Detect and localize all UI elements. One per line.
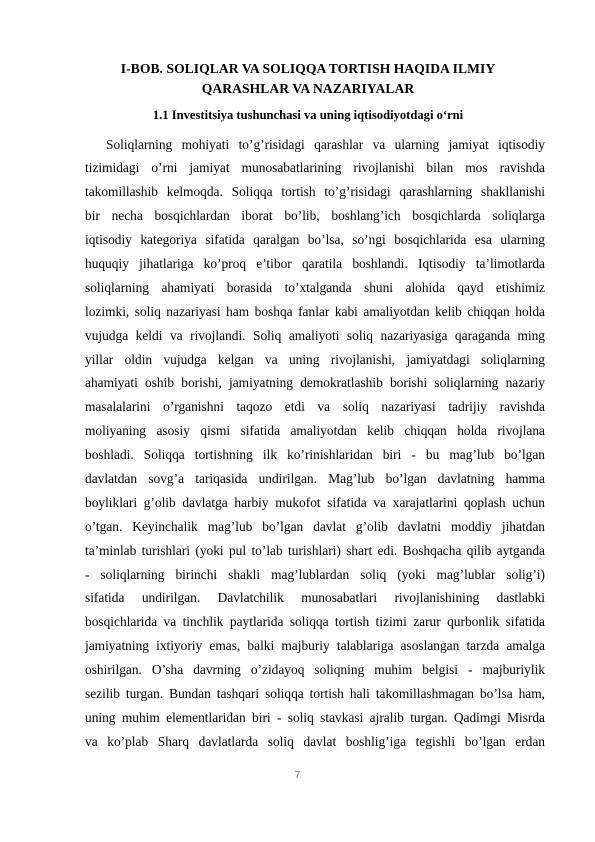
- body-line: o’tgan. Keyinchalik mag’lub bo’lgan davlat g’olib davlatni moddiy jihatdan: [85, 518, 545, 534]
- section-title: 1.1 Investitsiya tushunchasi va uning iqtisodiyotdagi o‘rni: [152, 108, 464, 122]
- chapter-title-line-2: QARASHLAR VA NAZARIYALAR: [201, 81, 415, 96]
- body-line: moliyaning asosiy qismi sifatida amaliyotdan kelib chiqqan holda rivojlana: [85, 423, 545, 439]
- body-line: sezilib turgan. Bundan tashqari soliqqa tortish hali takomillashmagan bo’lsa ham,: [85, 685, 545, 701]
- body-line: jamiyatning ixtiyoriy emas, balki majburiy talablariga asoslangan tarzda amalga: [85, 638, 545, 654]
- body-line: ta’minlab turishlari (yoki pul to’lab turishlari) shart edi. Boshqacha qilib aytganda: [85, 542, 545, 558]
- body-line: vujudga keldi va rivojlandi. Soliq amaliyoti soliq nazariyasiga qaraganda ming: [85, 327, 545, 343]
- body-line: oshirilgan. O’sha davrning o’zidayoq soliqning muhim belgisi - majburiylik: [85, 662, 545, 678]
- body-line: Soliqlarning mohiyati to’g’risidagi qarashlar va ularning jamiyat iqtisodiy: [106, 136, 545, 152]
- body-line: takomillashib kelmoqda. Soliqqa tortish to’g’risidagi qarashlarning shakllanishi: [85, 184, 545, 200]
- body-paragraph: [85, 133, 545, 754]
- body-line: ahamiyati oshib borishi, jamiyatning demokratlashib borishi soliqlarning nazariy: [85, 375, 545, 391]
- body-line: bosqichlarida va tinchlik paytlarida soliqqa tortish tizimi zarur qurbonlik sifatida: [85, 614, 545, 630]
- body-line: masalalarini o’rganishni taqozo etdi va soliq nazariyasi tadrijiy ravishda: [85, 399, 545, 415]
- body-line: huquqiy jihatlariga ko’proq e’tibor qaratila boshlandi. Iqtisodiy ta’limotlarda: [85, 255, 545, 271]
- body-line: tizimidagi o’rni jamiyat munosabatlarining rivojlanishi bilan mos ravishda: [85, 160, 545, 176]
- body-line: soliqlarning ahamiyati borasida to’xtalganda shuni alohida qayd etishimiz: [85, 279, 545, 295]
- body-line: davlatdan sovg’a tariqasida undirilgan. Mag’lub bo’lgan davlatning hamma: [85, 470, 545, 486]
- body-line: boshladi. Soliqqa tortishning ilk ko’rinishlaridan biri - bu mag’lub bo’lgan: [85, 447, 545, 463]
- body-line: bir necha bosqichlardan iborat bo’lib, boshlang’ich bosqichlarda soliqlarga: [85, 208, 545, 224]
- body-line: yillar oldin vujudga kelgan va uning rivojlanishi, jamiyatdagi soliqlarning: [85, 351, 545, 367]
- page-number: 7: [294, 770, 301, 781]
- body-line: boyliklari g’olib davlatga harbiy mukofot sifatida va xarajatlarini qoplash uchun: [85, 494, 545, 510]
- chapter-title-line-1: I-BOB. SOLIQLAR VA SOLIQQA TORTISH HAQIDA ILMIY: [120, 61, 496, 76]
- body-line: - soliqlarning birinchi shakli mag’lublardan soliq (yoki mag’lublar solig’i): [85, 566, 545, 582]
- body-line: uning muhim elementlaridan biri - soliq stavkasi ajralib turgan. Qadimgi Misrda: [85, 709, 545, 725]
- body-line: iqtisodiy kategoriya sifatida qaralgan bo’lsa, so’ngi bosqichlarida esa ularning: [85, 232, 545, 248]
- body-line: va ko’plab Sharq davlatlarda soliq davlat boshlig’iga tegishli bo’lgan erdan: [85, 733, 545, 749]
- body-line: lozimki, soliq nazariyasi ham boshqa fanlar kabi amaliyotdan kelib chiqqan holda: [85, 303, 545, 319]
- body-line: sifatida undirilgan. Davlatchilik munosabatlari rivojlanishining dastlabki: [85, 590, 545, 606]
